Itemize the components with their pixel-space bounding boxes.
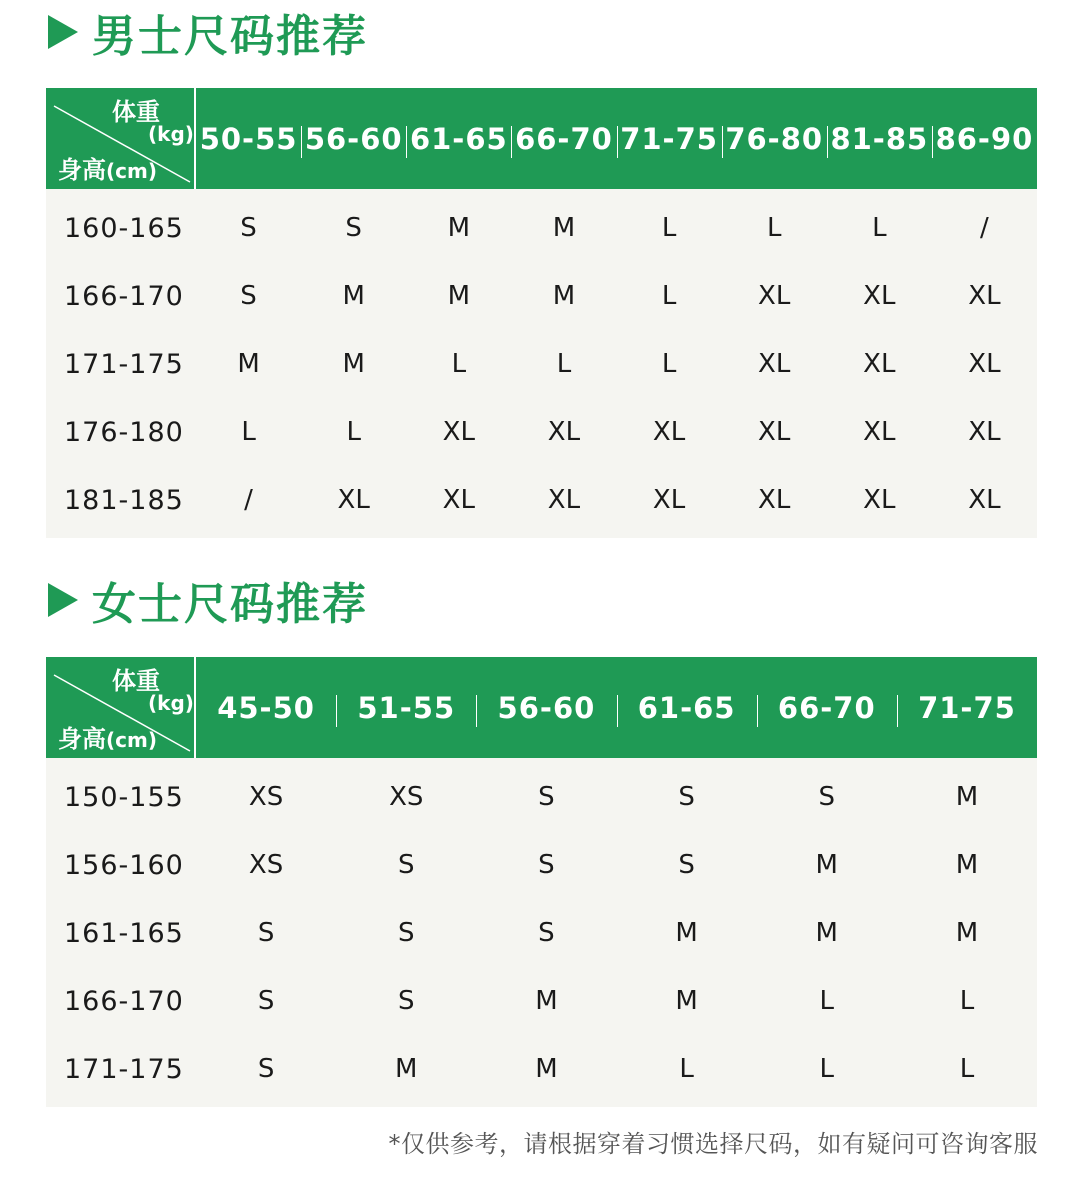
men-title-text: 男士尺码推荐 (92, 11, 368, 62)
size-cells (196, 782, 1037, 812)
size-cell: XL (863, 281, 896, 311)
men-table-body (46, 189, 1037, 538)
size-cell: L (679, 1054, 694, 1084)
size-cell: L (451, 349, 467, 379)
play-triangle-icon (48, 15, 78, 49)
size-cells (196, 485, 1037, 515)
size-cell: / (980, 213, 989, 243)
size-cell: XL (547, 485, 581, 515)
women-table-header (46, 657, 1037, 758)
height-range-label: 166-170 (64, 280, 184, 312)
height-range-label: 181-185 (64, 484, 184, 516)
size-cell: L (872, 213, 887, 243)
weight-column-header: 66-70 (757, 691, 897, 725)
size-cell: S (257, 1054, 275, 1084)
size-cell: M (815, 850, 838, 880)
weight-column-header: 76-80 (722, 122, 827, 156)
weight-column-header: 71-75 (617, 122, 722, 156)
size-cell: M (535, 1054, 558, 1084)
women-table-body (46, 758, 1037, 1107)
height-unit: (cm) (106, 728, 157, 752)
size-cell: M (955, 918, 979, 948)
women-corner-cell (46, 657, 196, 758)
size-cell: S (678, 782, 695, 812)
size-cell: XL (968, 485, 1001, 515)
weight-column-header: 86-90 (932, 122, 1037, 156)
size-cell: XS (248, 782, 284, 812)
table-row (46, 466, 1037, 534)
table-row (46, 398, 1037, 466)
weight-column-header: 51-55 (336, 691, 476, 725)
table-row (46, 763, 1037, 831)
size-cell: XL (968, 349, 1001, 379)
height-range-label: 171-175 (64, 348, 184, 380)
height-label: 身高(cm) (58, 725, 157, 753)
height-unit: (cm) (106, 159, 157, 183)
size-cells (196, 349, 1037, 379)
size-cell: XL (758, 349, 791, 379)
size-cell: L (661, 349, 677, 379)
size-cell: L (661, 281, 677, 311)
size-cell: S (398, 850, 415, 880)
size-cell: M (342, 349, 365, 379)
weight-unit: (kg) (148, 691, 194, 715)
men-table-header (46, 88, 1037, 189)
size-cell: S (398, 986, 415, 1016)
men-corner-cell (46, 88, 196, 189)
table-row (46, 194, 1037, 262)
weight-column-header: 61-65 (406, 122, 511, 156)
size-cell: XL (758, 281, 791, 311)
size-cell: XL (442, 417, 475, 447)
size-cell: XL (968, 281, 1001, 311)
size-cells (196, 213, 1037, 243)
size-cell: M (447, 281, 471, 311)
size-cell: XL (547, 417, 581, 447)
size-cell: XS (389, 782, 424, 812)
size-cell: M (675, 986, 698, 1016)
women-weight-columns (196, 657, 1037, 758)
size-cell: XL (968, 417, 1001, 447)
table-row (46, 1035, 1037, 1103)
size-cell: M (395, 1054, 418, 1084)
height-range-label: 160-165 (64, 212, 184, 244)
height-range-label: 161-165 (64, 917, 184, 949)
size-cell: M (552, 213, 576, 243)
men-weight-columns (196, 88, 1037, 189)
size-cell: L (959, 1054, 975, 1084)
size-cell: S (257, 918, 275, 948)
size-cell: S (538, 850, 555, 880)
size-cell: L (766, 213, 782, 243)
size-cell: M (955, 782, 979, 812)
size-cell: L (819, 986, 835, 1016)
size-cell: M (237, 349, 260, 379)
size-cell: XL (758, 485, 791, 515)
height-range-label: 166-170 (64, 985, 184, 1017)
table-row (46, 831, 1037, 899)
size-cell: L (959, 986, 975, 1016)
size-cell: XL (337, 485, 370, 515)
size-cell: L (241, 417, 256, 447)
size-cell: L (346, 417, 361, 447)
play-triangle-icon (48, 583, 78, 617)
size-cells (196, 417, 1037, 447)
size-cell: XL (863, 349, 896, 379)
weight-unit: (kg) (148, 122, 194, 146)
weight-column-header: 61-65 (617, 691, 757, 725)
men-section-title (48, 2, 368, 62)
size-cell: / (244, 485, 253, 515)
size-cell: S (538, 782, 555, 812)
size-cell: XL (652, 485, 686, 515)
size-cell: M (535, 986, 558, 1016)
weight-column-header: 56-60 (476, 691, 616, 725)
weight-column-header: 81-85 (827, 122, 932, 156)
size-cells (196, 281, 1037, 311)
weight-column-header: 56-60 (301, 122, 406, 156)
size-cell: S (240, 213, 257, 243)
size-cell: XL (863, 485, 896, 515)
height-range-label: 150-155 (64, 781, 184, 813)
height-range-label: 176-180 (64, 416, 184, 448)
size-cell: M (955, 850, 979, 880)
size-cell: S (538, 918, 555, 948)
size-cells (196, 850, 1037, 880)
women-section-title (48, 570, 368, 630)
footnote: *仅供参考，请根据穿着习惯选择尺码，如有疑问可咨询客服 (388, 1130, 1038, 1158)
size-cell: XL (652, 417, 686, 447)
size-cell: M (552, 281, 576, 311)
size-cell: M (342, 281, 365, 311)
size-cell: M (447, 213, 471, 243)
size-cell: L (819, 1054, 835, 1084)
men-size-table (46, 88, 1037, 538)
table-row (46, 899, 1037, 967)
weight-column-header: 66-70 (511, 122, 616, 156)
size-cell: XS (248, 850, 284, 880)
height-range-label: 156-160 (64, 849, 184, 881)
table-row (46, 330, 1037, 398)
height-range-label: 171-175 (64, 1053, 184, 1085)
weight-column-header: 71-75 (897, 691, 1037, 725)
size-cell: S (240, 281, 257, 311)
size-cell: M (815, 918, 838, 948)
size-cell: XL (442, 485, 475, 515)
size-cell: S (345, 213, 362, 243)
weight-label: 体重 (112, 98, 160, 126)
women-title-text: 女士尺码推荐 (92, 579, 368, 630)
weight-column-header: 50-55 (199, 121, 298, 156)
weight-column-header: 45-50 (217, 690, 315, 725)
size-cell: L (556, 349, 572, 379)
size-cell: S (257, 986, 275, 1016)
size-cell: L (661, 213, 677, 243)
table-row (46, 967, 1037, 1035)
size-cell: M (675, 918, 698, 948)
size-cell: S (678, 850, 695, 880)
table-row (46, 262, 1037, 330)
size-cell: S (398, 918, 415, 948)
size-cell: XL (758, 417, 791, 447)
size-cells (196, 986, 1037, 1016)
weight-label: 体重 (112, 667, 160, 695)
size-cell: S (818, 782, 836, 812)
size-cells (196, 1054, 1037, 1084)
height-label: 身高(cm) (58, 156, 157, 184)
size-cells (196, 918, 1037, 948)
women-size-table (46, 657, 1037, 1107)
size-cell: XL (863, 417, 896, 447)
